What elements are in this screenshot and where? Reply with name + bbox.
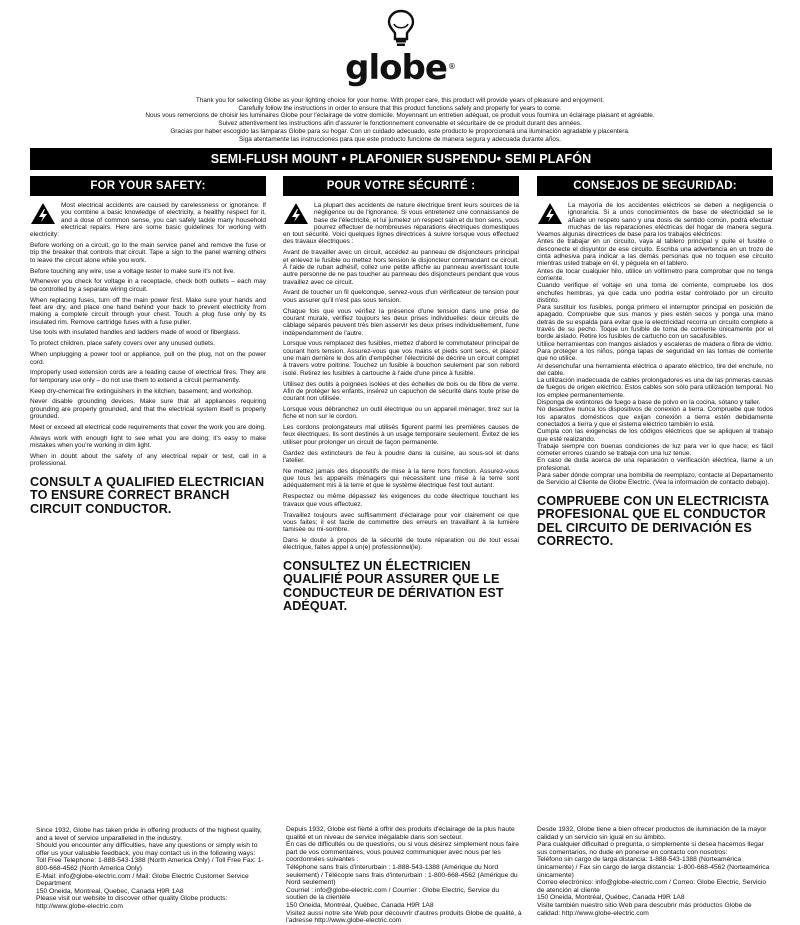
consult-electrician-notice: CONSULT A QUALIFIED ELECTRICIAN TO ENSURE CORRECT BRANCH CIRCUIT CONDUCTOR. [30,474,265,516]
safety-paragraph: Lorsque vous remplacez des fusibles, mettez d'abord le commutateur principal de courant hors tension. Assurez-vous que vos mains et pieds sont secs, et placez une main derrière le dos afin d'empêcher l'électricité de décrire un circuit complet à travers votre poitrine. Touchez un fusible à bouchon seulement par son rebord isolé. Retirez les fusibles à cartouche à l'aide d'une pince à fusible. [283,340,519,377]
safety-paragraph: Before touching any wire, use a voltage tester to make sure it's not live. [30,267,236,275]
safety-paragraph: Antes de tocar cualquier hilo, utilice un voltímetro para comprobar que no tenga corriente. [537,267,773,282]
safety-paragraph: Para sustituir los fusibles, ponga primero el interruptor principal en posición de apagado. Compruebe que sus manos y pies estén secos y ponga una mano detrás de su espalda para evitar que la electricidad recorra un circuito completo a través de su pecho. Toque un fusible de toma de corriente únicamente por el borde aislado. Retire los fusibles de cartucho con un sacafusibles. [537,304,773,341]
safety-column-fr [283,176,519,822]
safety-paragraph: To protect children, place safety covers over any unused outlets. [30,340,215,348]
safety-paragraph: Gardez des extincteurs de feu à poudre dans la cuisine, au sous-sol et dans l'atelier. [283,449,519,464]
brand-wordmark: globe® [345,48,455,88]
safety-paragraph: Cuando verifique el voltaje en una toma de corriente, compruebe los dos enchufes hembras, ya que cada uno podría estar controlado por un circuito distinto. [537,282,773,304]
safety-paragraph: Para saber dónde comprar una bombilla de reemplazo, contacte al Departamento de Servicio al Cliente de Globe Electric. (Vea la información de contacto debajo). [537,471,773,487]
safety-paragraph: Utilisez des outils à poignées isolées et des échelles de bois ou de fibre de verre. Afin de protéger les enfants, insérez un capuchon de sécurité dans toute prise de courant non utilisée. [283,380,519,403]
safety-paragraph: Al desenchufar una herramienta eléctrica o aparato eléctrico, tire del enchufe, no del cable. [537,362,773,377]
safety-paragraph: Improperly used extension cords are a leading cause of electrical fires. They are for temporary use only – do not use them to extend a circuit permanently. [30,369,266,384]
safety-paragraph: Dans le doute à propos de la sécurité de toute réparation ou de tout essai électrique, faites appel à un(e) professionnel(le). [283,537,519,552]
warning-intro: La plupart des accidents de nature électrique tirent leurs sources de la négligence ou de l'ignorance. Si vous entretenez une connaissance de base de l'électricité, et lui jumelez un respect sain et du bon sens, vous pourrez effectuer de nombreuses réparations électriques domestiques en tout sécurité. Voici quelques lignes directrices à suivre lorsque vous effectuez des travaux électriques : [283,202,519,246]
safety-paragraph: Lorsque vous débranchez un outil électrique ou un appareil ménager, tirez sur la fiche et non sur le cordon. [283,405,519,421]
safety-paragraph: Trabaje siempre con buenas condiciones de luz para ver lo que hace; es fácil cometer errores cuando se trabaja con una luz tenue. [537,442,773,458]
consult-electrician-notice: CONSULTEZ UN ÉLECTRICIEN QUALIFIÉ POUR ASSURER QUE LE CONDUCTEUR DE DÉRIVATION EST ADÉQUAT. [283,558,504,614]
safety-paragraph: Keep dry-chemical fire extinguishers in the kitchen, basement, and workshop. [30,387,253,395]
safety-paragraph: Les cordons prolongateurs mal utilisés figurent parmi les premières causes de feux électriques. Ils sont destinés à un usage temporaire seulement. Évitez de les utiliser pour prolonger un circuit de façon permanente. [283,424,519,446]
safety-paragraph: Use tools with insulated handles and ladders made of wood or fiberglass. [30,329,241,337]
warning-intro: Most electrical accidents are caused by carelessness or ignorance. If you combine a basic knowledge of electricity, a healthy respect for it, and a dose of common sense, you can safely tackle many household electrical repairs. Here are some basic guidelines for working with electricity: [30,202,266,239]
lightbulb-icon [385,8,417,48]
safety-paragraph: Avant de toucher un fil quelconque, servez-vous d'un vérificateur de tension pour vous assurer qu'il n'est pas sous tension. [283,289,519,304]
safety-paragraph: Respectez ou même dépassez les exigences du code électrique touchant les travaux que vous effectuez. [283,493,519,508]
safety-paragraph: Cumpla con las exigencias de los códigos eléctricos que se apliquen al trabajo que esté realizando. [537,428,773,443]
column-heading: POUR VOTRE SÉCURITÉ : [283,176,519,196]
electrical-warning-icon [30,202,56,225]
safety-paragraph: Utilice herramientas con mangos aislados y escaleras de madera o fibra de vidrio. [537,340,773,348]
safety-paragraph: When unplugging a power tool or appliance, pull on the plug, not on the power cord. [30,351,266,366]
safety-paragraph: La utilización inadecuada de cables prolongadores es una de las primeras causas de fuegos de origen eléctrico. Estos cables son sólo para utilización temporal. No los emplee permanentemente. [537,377,773,399]
safety-paragraph: No desactive nunca los dispositivos de conexión a tierra. Compruebe que todos los aparatos domésticos que exijan conexión a tierra estén debidamente conectados a tierra y que el sistema eléctrico también lo está. [537,406,773,428]
footer-contact-en: Since 1932, Globe has taken pride in offering products of the highest quality, and a level of service unparalleled in the industry. Should you encounter any difficulties, have any questions or simply wish to offer us your valuable feedback, you may contact us in the following ways: Toll Free Telephone: 1-888-543-1388 (North America Only) / Toll Free Fax: 1-800-668-4562 (North America Only) E-Mail: info@globe-electric.com / Mail: Globe Electric Customer Service Department 150 Oneida, Montreal, Quebec, Canada H9R 1A8 Please visit our website to discover other quality Globe products: http://www.globe-electric.com [36,827,264,910]
safety-column-en [30,176,266,822]
safety-paragraph: When in doubt about the safety of any electrical repair or test, call in a professional. [30,453,266,468]
column-heading: CONSEJOS DE SEGURIDAD: [537,176,773,196]
column-heading: FOR YOUR SAFETY: [30,176,266,196]
safety-column-es [537,176,773,822]
intro-text: Thank you for selecting Globe as your lighting choice for your home. With proper care, this product will provide years of pleasure and enjoyment. Carefully follow the instructions in order to ensure that this product functions safely and properly for years to come. Nous vous remercions de choisir les luminaires Globe pour l'éclairage de votre domicile. Moyennant un entretien adéquat, ce produit vous fournira un éclairage plaisant et agréable. Suivez attentivement les instructions afin d'assurer le fonctionnement convenable et sécuritaire de ce produit durant des années. Gracias por haber escogido las lámparas Globe para su hogar. Con un cuidado adecuado, este producto le proporcionará una iluminación agradable y placentera. Siga atentamente las instrucciones para que este producto funcione de manera segura y adecuada durante años. [145,97,655,143]
safety-paragraph: Disponga de extintores de fuego a base de polvo en la cocina, sótano y taller. [537,399,761,407]
safety-paragraph: Travaillez toujours avec suffisamment d'éclairage pour voir clairement ce que vous faites; il est facile de commettre des erreurs en travaillant à la lumière tamisée ou mi-sombre. [283,511,519,534]
safety-paragraph: Meet or exceed all electrical code requirements that cover the work you are doing. [30,423,266,431]
safety-paragraph: Chaque fois que vous vérifiez la présence d'une tension dans une prise de courant murale, vérifiez toujours les deux prises individuelles: deux circuits de câblage séparés peuvent très bien asservir les deux prises individuellement, l'une indépendamment de l'autre. [283,307,519,337]
safety-paragraph: Never disable grounding devices. Make sure that all appliances requiring grounding are properly grounded, and that the electrical system itself is properly grounded. [30,398,266,421]
safety-paragraph: Avant de travailler avec un circuit, accédez au panneau de disjoncteurs principal et enlevez le fusible ou mettez hors tension le disjoncteur commandant ce circuit. À l'aide de ruban adhésif, collez une petite affiche au panneau avertissant toute autre personne de ne pas toucher au panneau des disjoncteurs pendant que vous travaillez avec ce circuit. [283,249,519,286]
safety-paragraph: En caso de duda acerca de una reparación o verificación eléctrica, llame a un profesional. [537,457,773,472]
safety-paragraph: Ne mettez jamais des dispositifs de mise à la terre hors fonction. Assurez-vous que tous les appareils ménagers qui nécessitent une mise à la terre sont adéquatement mis à la terre et que le système électrique l'est tout autant. [283,467,519,490]
safety-paragraph: Before working on a circuit, go to the main service panel and remove the fuse or trip the breaker that controls that circuit. Tape a sign to the panel warning others to leave the circuit alone while you work. [30,242,266,264]
footer-contact-es: Desde 1932, Globe tiene a bien ofrecer productos de iluminación de la mayor calidad y un servicio sin igual en su ámbito. Para cualquier dificultad o pregunta, o simplemente si desea hacernos llegar sus comentarios, no dude en ponerse en contacto con nosotros: Teléfono sin cargo de larga distancia: 1-888-543-1388 (Norteamérica únicamente) / Fax sin cargo de larga distancia: 1-800-668-4562 (Norteamérica únicamente) Correo electrónico: info@globe-electric.com / Correo: Globe Electric, Servicio de atención al cliente 150 Oneida, Montréal, Québec, Canada H9R 1A8 Visite también nuestro sitio Web para descubrir más productos Globe de calidad: http://www.globe-electric.com [537,826,770,917]
warning-intro: La mayoría de los accidentes eléctricos se deben a negligencia o ignorancia. Si a unos conocimientos de base de electricidad se le añade un respeto sano y una dosis de sentido común, podrá efectuar muchas de las reparaciones eléctricas del hogar de manera segura. Veamos algunas directrices de base para los trabajos eléctricos: [537,202,773,239]
globe-logo [0,8,800,90]
safety-paragraph: Whenever you check for voltage in a receptacle, check both outlets – each may be controlled by a separate wiring circuit. [30,278,266,293]
electrical-warning-icon [283,202,309,225]
safety-paragraph: Para proteger a los niños, ponga tapas de seguridad en las tomas de corriente que no utilice. [537,347,773,363]
product-title: SEMI-FLUSH MOUNT • PLAFONIER SUSPENDU• SEMI PLAFÓN [30,148,772,170]
footer-contact-fr: Depuis 1932, Globe est fièrté à offrir des produits d'éclairage de la plus haute qualité et un niveau de service inégalable dans son secteur. En cas de difficultés ou de questions, ou si vous désirez simplement nous faire part de vos commentaires, vous pouvez communiquer avec nous par les coordonnées suivantes : Téléphone sans frais d'interurbain : 1-888-543-1388 (Amérique du Nord seulement) / Télécopie sans frais d'interurbain : 1-800-668-4562 (Amérique du Nord seulement) Courriel : info@globe-electric.com / Courrier : Globe Electric, Service du soutien de la clientèle 150 Oneida, Montréal, Québec, Canada H9R 1A8 Visitez aussi notre site Web pour découvrir d'autres produits Globe de qualité, à l'adresse http://www.globe-electric.com [286,826,522,925]
safety-paragraph: Always work with enough light to see what you are doing; it's easy to make mistakes when you're working in dim light. [30,434,266,450]
safety-paragraph: When replacing fuses, turn off the main power first. Make sure your hands and feet are dry, and place one hand behind your back to prevent electricity from making a complete circuit through your chest. Touch a plug fuse only by its insulated rim. Remove cartridge fuses with a fuse puller. [30,296,266,326]
consult-electrician-notice: COMPRUEBE CON UN ELECTRICISTA PROFESIONAL QUE EL CONDUCTOR DEL CIRCUITO DE DERIVACIÓN ES CORRECTO. [537,493,769,549]
safety-paragraph: Antes de trabajar en un circuito, vaya al tablero principal y quite el fusible o desconecte el disyuntor de ese circuito. Escriba una advertencia en un trozo de cinta adhesiva para indicar a las demás personas que no toquen ese circuito mientras usted trabaje en él, y péguela en el tablero. [537,238,773,268]
electrical-warning-icon [537,202,563,225]
